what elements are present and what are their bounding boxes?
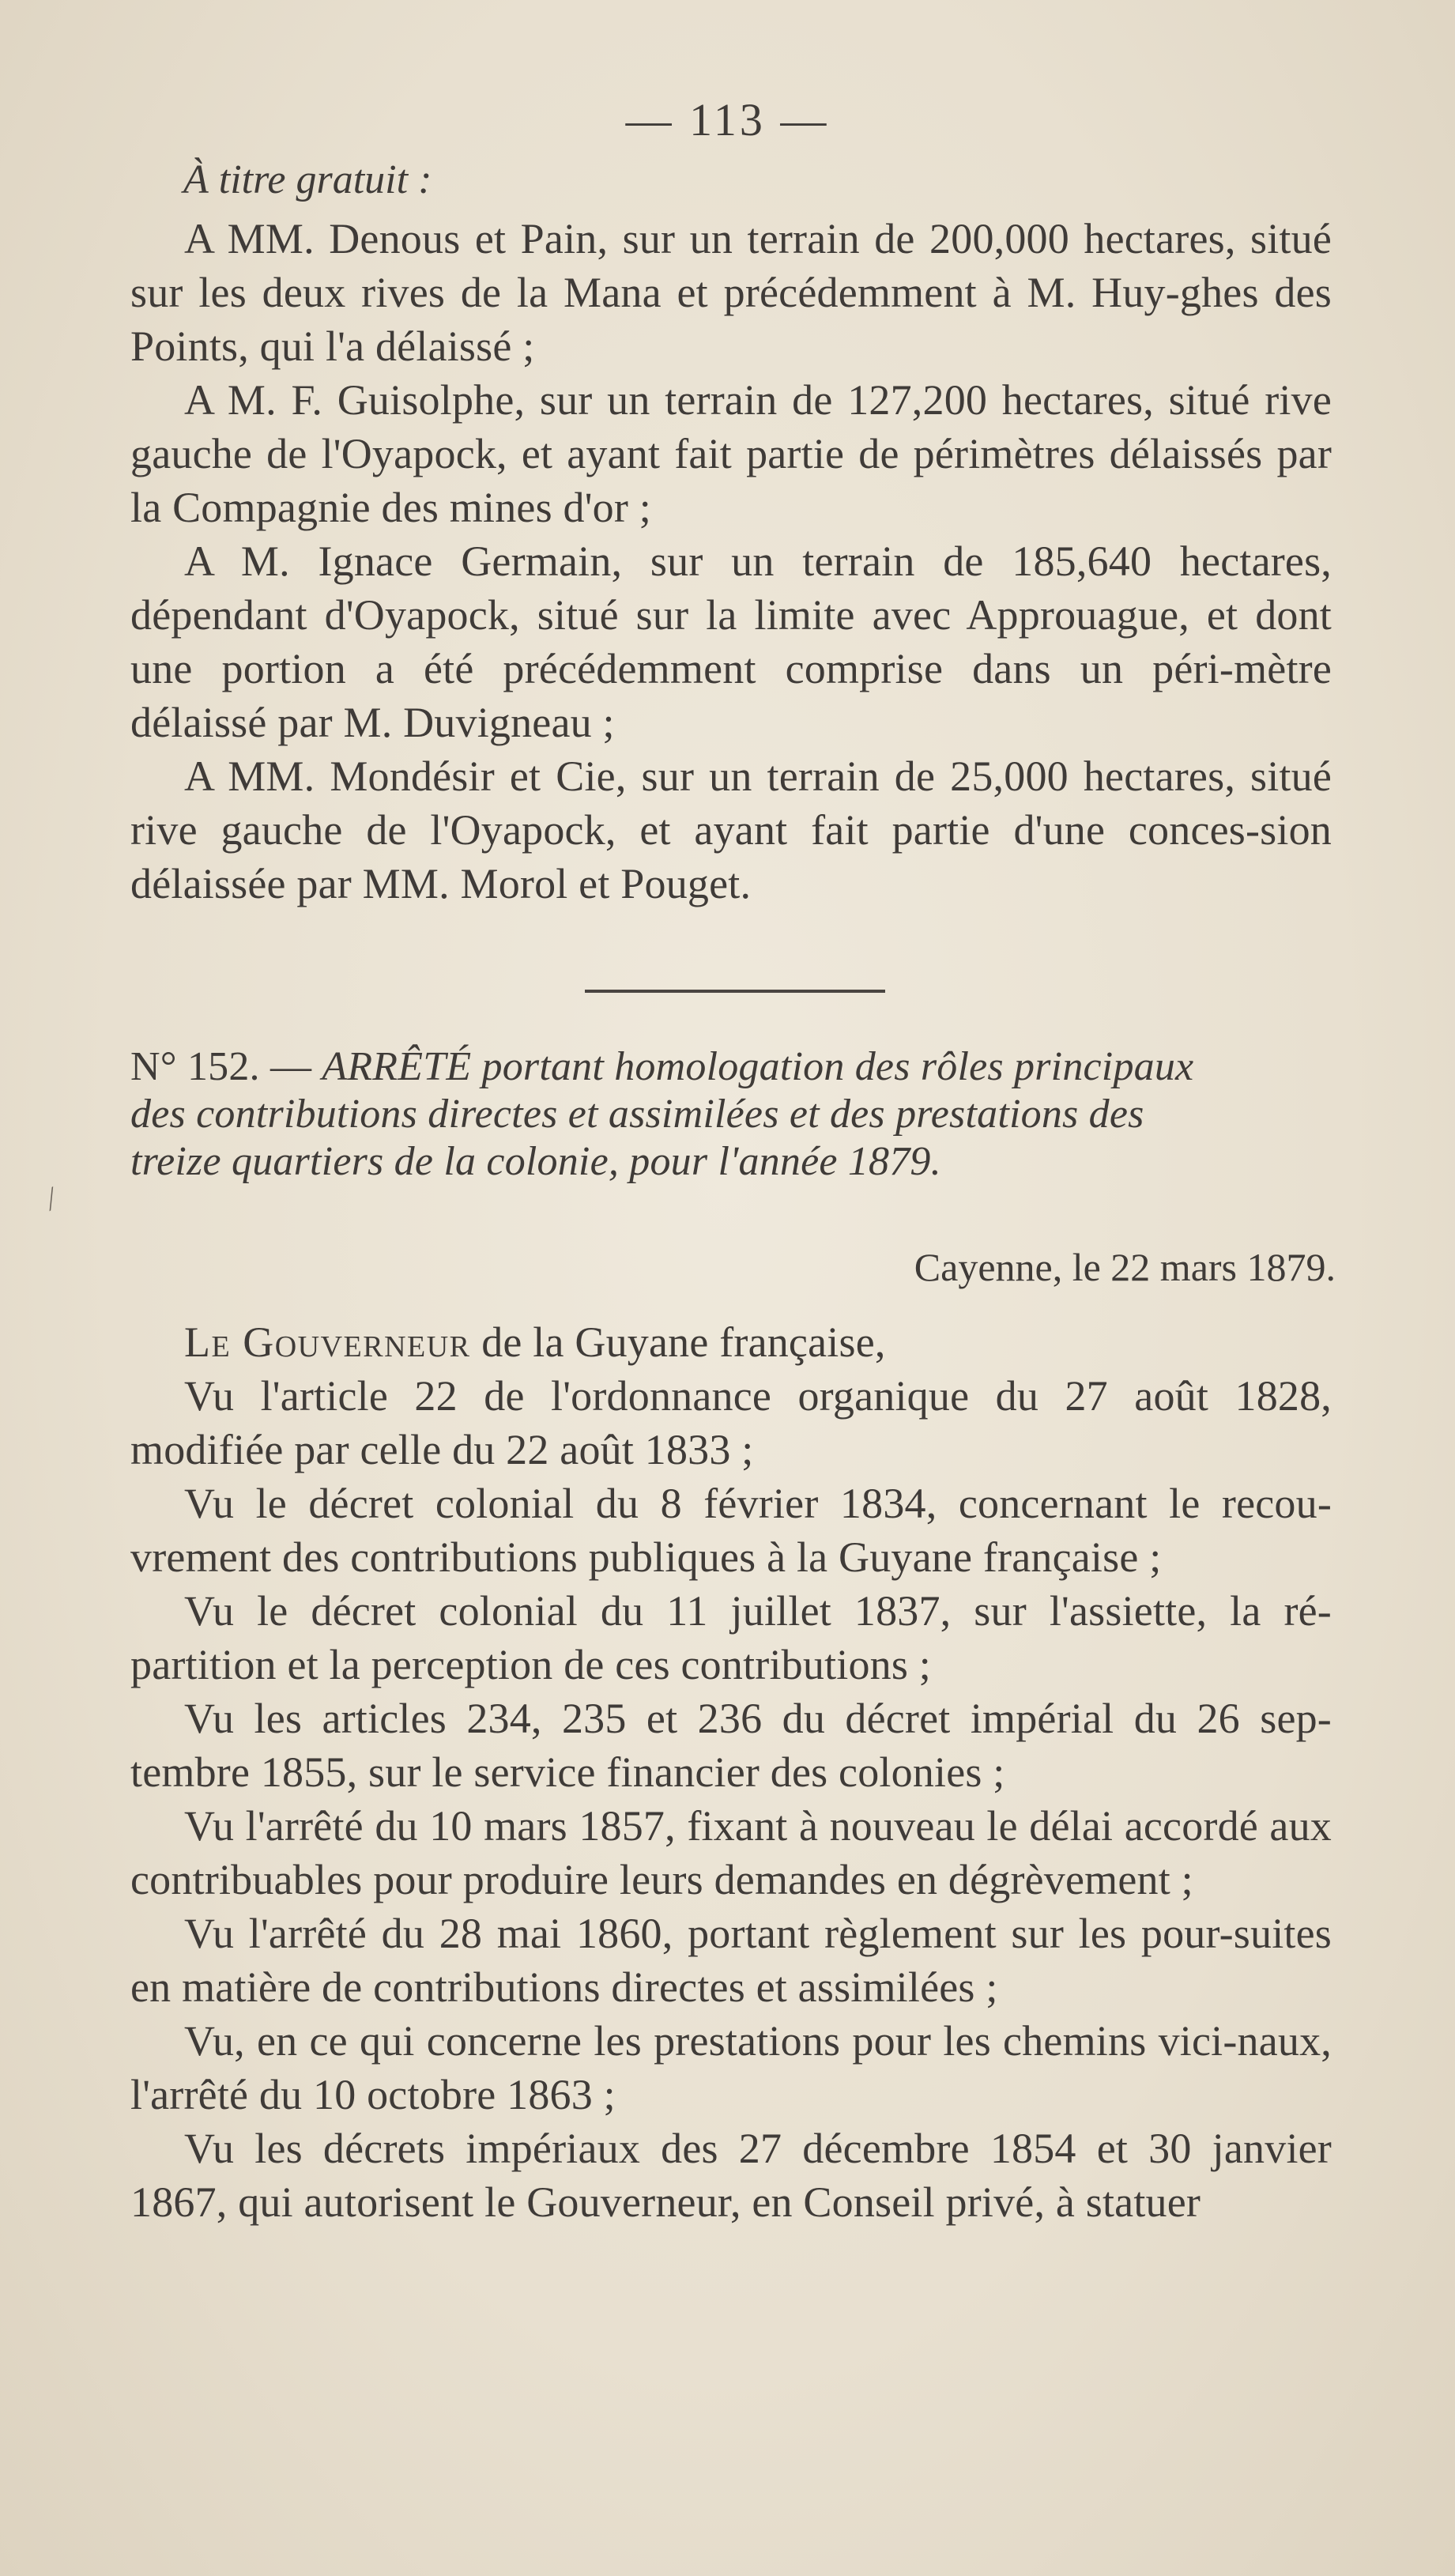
- page-number-header: — 113 —: [625, 94, 830, 145]
- arrete-title-line3-wrap: [130, 1138, 1332, 1186]
- governor-title-rest: de la Guyane française,: [470, 1318, 886, 1366]
- governor-title: Le Gouverneur: [184, 1318, 471, 1366]
- considerant-paragraph: Vu l'article 22 de l'ordonnance organique du 27 août 1828, modifiée par celle du 22 août 1833 ;: [130, 1372, 1332, 1473]
- grants-list: [130, 212, 1332, 911]
- considerant-paragraph: Vu l'arrêté du 28 mai 1860, portant règlement sur les pour-suites en matière de contributions directes et assimilées ;: [130, 1910, 1332, 2011]
- considerant-paragraph: Vu le décret colonial du 8 février 1834, concernant le recou-vrement des contributions publiques à la Guyane française ;: [130, 1480, 1332, 1581]
- arrete-title-line3: treize quartiers de la colonie, pour l'année 1879.: [130, 1139, 941, 1184]
- margin-pencil-mark: ⁄: [40, 1183, 62, 1215]
- considerant-paragraph: Vu les décrets impériaux des 27 décembre 1854 et 30 janvier 1867, qui autorisent le Gouverneur, en Conseil privé, à statuer: [130, 2125, 1332, 2226]
- dateline: Cayenne, le 22 mars 1879.: [914, 1245, 1336, 1289]
- grant-paragraph: A M. Ignace Germain, sur un terrain de 185,640 hectares, dépendant d'Oyapock, situé sur la limite avec Approuague, et dont une portion a été précédemment comprise dans un péri-mètre délaissé par M. Duvigneau ;: [130, 537, 1332, 746]
- opening-line: [130, 1315, 1332, 1369]
- arrete-title: [130, 1043, 1332, 1091]
- section-divider: [585, 990, 885, 993]
- considerants-list: [130, 1315, 1332, 2229]
- section-label: À titre gratuit :: [183, 157, 432, 202]
- considerant-paragraph: Vu l'arrêté du 10 mars 1857, fixant à nouveau le délai accordé aux contribuables pour produire leurs demandes en dégrèvement ;: [130, 1802, 1332, 1903]
- grant-paragraph: A M. F. Guisolphe, sur un terrain de 127,200 hectares, situé rive gauche de l'Oyapock, et ayant fait partie de périmètres délaissés par la Compagnie des mines d'or ;: [130, 376, 1332, 531]
- arrete-title-block: [130, 1043, 1332, 1186]
- considerant-paragraph: Vu le décret colonial du 11 juillet 1837, sur l'assiette, la ré-partition et la perception de ces contributions ;: [130, 1587, 1332, 1688]
- grant-paragraph: A MM. Denous et Pain, sur un terrain de 200,000 hectares, situé sur les deux rives de la Mana et précédemment à M. Huy-ghes des Points, qui l'a délaissé ;: [130, 215, 1332, 370]
- arrete-title-line2: des contributions directes et assimilées et des prestations des: [130, 1092, 1144, 1137]
- arrete-title-line1: ARRÊTÉ portant homologation des rôles principaux: [322, 1044, 1194, 1089]
- considerant-paragraph: Vu, en ce qui concerne les prestations pour les chemins vici-naux, l'arrêté du 10 octobre 1863 ;: [130, 2017, 1332, 2118]
- considerant-paragraph: Vu les articles 234, 235 et 236 du décret impérial du 26 sep-tembre 1855, sur le service financier des colonies ;: [130, 1695, 1332, 1796]
- grant-paragraph: A MM. Mondésir et Cie, sur un terrain de 25,000 hectares, situé rive gauche de l'Oyapock, et ayant fait partie d'une conces-sion délaissée par MM. Morol et Pouget.: [130, 752, 1332, 907]
- arrete-title-line2-wrap: [130, 1091, 1332, 1138]
- arrete-number: N° 152. —: [130, 1044, 312, 1089]
